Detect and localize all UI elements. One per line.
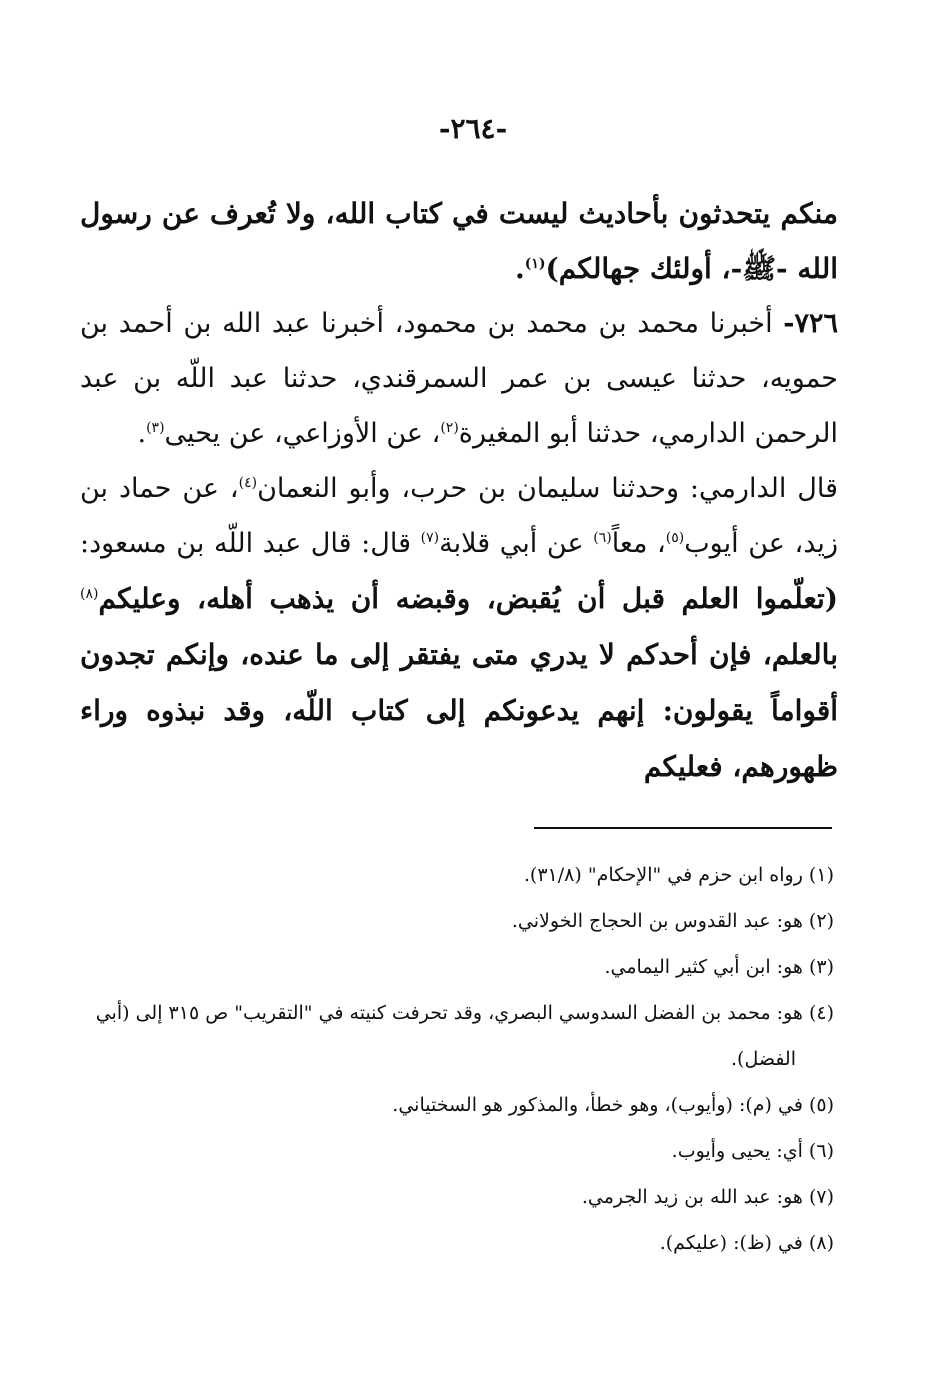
darimi-text-e: قال: قال عبد اللّه بن مسعود:: [80, 528, 421, 559]
paragraph-continuation: [80, 186, 838, 296]
paragraph-darimi: [80, 461, 838, 795]
footnote-ref-3: (٣): [146, 420, 165, 436]
page-number: -٢٦٤-: [438, 112, 508, 145]
text-line-2-end: .: [515, 252, 525, 285]
footnote-6: (٦) أي: يحيى وأيوب.: [671, 1140, 834, 1162]
text-line-1: منكم يتحدثون بأحاديث ليست في كتاب الله، ولا تُعرف عن رسول الله: [80, 197, 838, 285]
footnote-ref-5: (٥): [665, 530, 685, 546]
footnote-ref-4: (٤): [238, 475, 258, 491]
hadith-number: ٧٢٦-: [783, 308, 838, 339]
footnote-8: (٨) في (ظ): (عليكم).: [659, 1232, 834, 1254]
text-line-2: -ﷺ-، أولئك جهالكم): [545, 252, 788, 285]
darimi-text-c: ، معاً: [611, 528, 666, 559]
quote-text-b: بالعلم، فإن أحدكم لا يدري متى يفتقر إلى ما عنده، وإنكم تجدون أقواماً يقولون: إنهم يدعونكم إلى كتاب اللّه، وقد نبذوه وراء ظهورهم، فعليكم: [80, 638, 838, 783]
footnote-ref-6: (٦): [593, 530, 612, 546]
darimi-text-d: عن أبي قلابة: [439, 528, 594, 559]
main-text: [80, 186, 838, 795]
darimi-text-b: ، عن حماد بن زيد، عن أيوب: [80, 473, 838, 559]
footnote-ref-8: (٨): [80, 586, 99, 602]
isnad-text-c: .: [137, 418, 147, 449]
footnote-5: (٥) في (م): (وأيوب)، وهو خطأ، والمذكور هو السختياني.: [392, 1094, 834, 1116]
footnote-ref-7: (٧): [420, 530, 440, 546]
footnote-ref-2: (٢): [440, 420, 459, 436]
quote-text-a: (تعلّموا العلم قبل أن يُقبض، وقبضه أن يذهب أهله، وعليكم: [98, 582, 838, 615]
footnote-7: (٧) هو: عبد الله بن زيد الجرمي.: [581, 1186, 834, 1208]
darimi-text-a: قال الدارمي: وحدثنا سليمان بن حرب، وأبو النعمان: [257, 473, 838, 504]
footnote-1: (١) رواه ابن حزم في "الإحكام" (٣١/٨).: [523, 864, 834, 886]
isnad-text-b: ، عن الأوزاعي، عن يحيى: [164, 418, 441, 449]
footnote-ref-1: (١): [524, 256, 546, 272]
paragraph-hadith-726: [80, 296, 838, 461]
footnote-4-continuation: الفضل).: [731, 1048, 796, 1070]
footnote-2: (٢) هو: عبد القدوس بن الحجاج الخولاني.: [511, 910, 834, 932]
isnad-text-a: أخبرنا محمد بن محمد بن محمود، أخبرنا عبد الله بن أحمد بن حمويه، حدثنا عيسى بن عمر السمرقندي، حدثنا عبد اللّه بن عبد الرحمن الدارمي، حدثنا أبو المغيرة: [80, 308, 838, 449]
footnotes: [86, 852, 834, 1266]
footnote-3: (٣) هو: ابن أبي كثير اليمامي.: [604, 956, 834, 978]
footnote-divider: [534, 827, 832, 829]
footnote-4: (٤) هو: محمد بن الفضل السدوسي البصري، وقد تحرفت كنيته في "التقريب" ص ٣١٥ إلى (أبي: [95, 1002, 834, 1024]
